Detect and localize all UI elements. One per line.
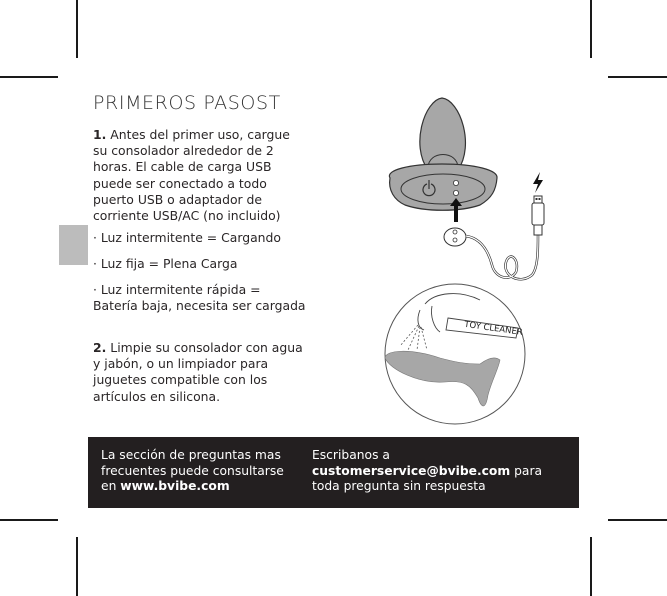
- crop-mark: [608, 76, 667, 78]
- crop-mark: [590, 0, 592, 58]
- step-1-text: Antes del primer uso, cargue su consolador alrededor de 2 horas. El cable de carga USB puede ser conectado a todo puerto USB o adaptador de corriente USB/AC (no incluido): [93, 127, 290, 224]
- crop-mark: [76, 0, 78, 58]
- faq-note: [101, 448, 301, 495]
- faq-text: La sección de preguntas mas frecuentes puede consultarse en: [101, 448, 284, 493]
- contact-email[interactable]: customerservice@bvibe.com: [312, 463, 511, 478]
- crop-mark: [76, 537, 78, 596]
- svg-text:TOY CLEANER: TOY CLEANER: [463, 319, 524, 338]
- step-1: [93, 127, 308, 224]
- step-2: [93, 340, 308, 405]
- cleaning-illustration: [370, 270, 540, 430]
- charging-illustration: [370, 90, 570, 290]
- page-title: PRIMEROS PASOST: [93, 92, 281, 114]
- bullet-fast-blink: · Luz intermitente rápida = Batería baja, necesita ser cargada: [93, 282, 306, 314]
- crop-mark: [0, 519, 58, 521]
- crop-mark: [608, 519, 667, 521]
- contact-prefix: Escribanos a: [312, 448, 390, 462]
- footer-info-box: [88, 437, 579, 508]
- lightning-icon: [533, 172, 543, 193]
- step-2-number: 2.: [93, 340, 107, 355]
- contact-suffix: para toda pregunta sin respuesta: [312, 463, 543, 493]
- step-1-number: 1.: [93, 127, 107, 142]
- crop-mark: [590, 537, 592, 596]
- section-tab-marker: [59, 225, 88, 265]
- bullet-blinking: · Luz intermitente = Cargando: [93, 230, 281, 245]
- bullet-solid: · Luz fija = Plena Carga: [93, 256, 238, 271]
- step-2-text: Limpie su consolador con agua y jabón, o un limpiador para juguetes compatible con los artículos en silicona.: [93, 340, 303, 404]
- faq-link[interactable]: www.bvibe.com: [120, 479, 230, 493]
- crop-mark: [0, 76, 58, 78]
- contact-note: [312, 448, 572, 495]
